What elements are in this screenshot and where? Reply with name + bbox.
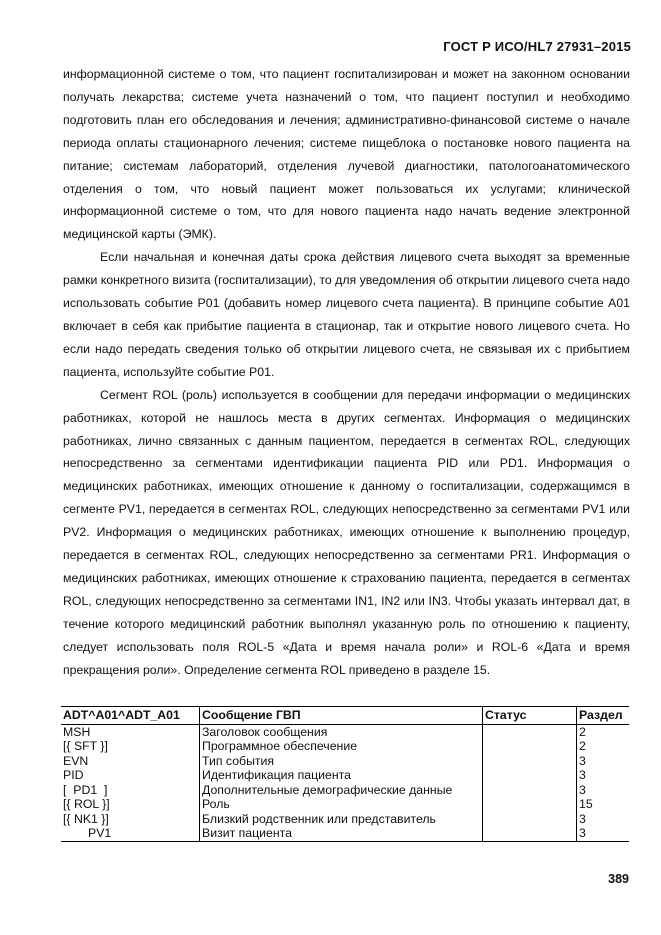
section-cell: 3 xyxy=(577,754,630,769)
description-cell: Визит пациента xyxy=(200,826,483,841)
table-row xyxy=(61,754,629,769)
segment-cell: [ PD1 ] xyxy=(63,782,108,797)
paragraph-2: Если начальная и конечная даты срока действия лицевого счета выходят за временные рамки конкретного визита (госпитализации), то для уведомления об открытии лицевого счета надо использовать событие P01 (добавить номер лицевого счета пациента). В принципе событие A01 включает в себя как прибытие пациента в стационар, так и открытие нового лицевого счета. Но если надо передать сведения только об открытии лицевого счета, не связывая их с прибытием пациента, используйте событие P01. xyxy=(63,250,630,379)
status-cell xyxy=(483,797,577,812)
description-cell: Дополнительные демографические данные xyxy=(200,783,483,798)
paragraph-1: информационной системе о том, что пациент госпитализирован и может на законном основании получать лекарства; системе учета назначений о том, что пациент поступил и необходимо подготовить план его обследования и лечения; административно-финансовой системе о начале периода оплаты стационарного лечения; системе пищеблока о постановке нового пациента на питание; системам лабораторий, отделения лучевой диагностики, патологоанатомического отделения о том, что новый пациент может пользоваться их услугами; клинической информационной системе о том, что для нового пациента надо начать ведение электронной медицинской карты (ЭМК). xyxy=(63,67,630,242)
page-number: 389 xyxy=(608,872,629,886)
col-header-status: Статус xyxy=(483,707,577,725)
section-cell: 3 xyxy=(577,783,630,798)
segment-cell: [{ NK1 }] xyxy=(63,811,109,826)
col-header-description: Сообщение ГВП xyxy=(200,707,483,725)
paragraph-3: Сегмент ROL (роль) используется в сообщении для передачи информации о медицинских работниках, которой не нашлось места в других сегментах. Информация о медицинских работниках, лично связанных с данным пациентом, передается в сегментах ROL, следующих непосредственно за сегментами идентификации пациента PID или PD1. Информация о медицинских работниках, имеющих отношение к данному о госпитализации, содержащимся в сегменте PV1, передается в сегментах ROL, следующих непосредственно за сегментами PV1 или PV2. Информация о медицинских работниках, имеющих отношение к выполнению процедур, передается в сегментах ROL, следующих непосредственно за сегментами PR1. Информация о медицинских работниках, имеющих отношение к страхованию пациента, передается в сегментах ROL, следующих непосредственно за сегментами IN1, IN2 или IN3. Чтобы указать интервал дат, в течение которого медицинский работник выполнял указанную роль по отношению к пациенту, следует использовать поля ROL-5 «Дата и время начала роли» и ROL-6 «Дата и время прекращения роли». Определение сегмента ROL приведено в разделе 15. xyxy=(63,387,630,677)
section-cell: 3 xyxy=(577,826,630,841)
section-cell: 2 xyxy=(577,724,630,739)
section-cell: 15 xyxy=(577,797,630,812)
col-header-message: ADT^A01^ADT_A01 xyxy=(61,707,200,725)
section-cell: 3 xyxy=(577,768,630,783)
segment-cell: [{ ROL }] xyxy=(63,797,110,811)
status-cell xyxy=(483,739,577,754)
status-cell xyxy=(483,768,577,783)
table-row xyxy=(61,826,629,841)
description-cell: Программное обеспечение xyxy=(200,739,483,754)
table-row xyxy=(61,797,629,812)
status-cell xyxy=(483,724,577,739)
table-row xyxy=(61,783,629,798)
segment-cell: [{ SFT }] xyxy=(63,739,108,753)
segment-cell: PID xyxy=(63,768,84,782)
section-cell: 2 xyxy=(577,739,630,754)
segment-cell: MSH xyxy=(63,724,91,739)
description-cell: Близкий родственник или представитель xyxy=(200,812,483,827)
segment-cell: PV1 xyxy=(61,826,200,841)
table-row xyxy=(61,739,629,754)
description-cell: Идентификация пациента xyxy=(200,768,483,783)
status-cell xyxy=(483,783,577,798)
table-row xyxy=(61,768,629,783)
body-text xyxy=(63,63,630,681)
table-header-row xyxy=(61,707,629,725)
table-row xyxy=(61,724,629,739)
section-cell: 3 xyxy=(577,812,630,827)
status-cell xyxy=(483,754,577,769)
status-cell xyxy=(483,812,577,827)
document-header: ГОСТ Р ИСО/HL7 27931–2015 xyxy=(443,39,631,54)
col-header-section: Раздел xyxy=(577,707,630,725)
segment-table xyxy=(61,706,629,842)
table-row xyxy=(61,812,629,827)
status-cell xyxy=(483,826,577,841)
description-cell: Роль xyxy=(200,797,483,812)
description-cell: Заголовок сообщения xyxy=(200,724,483,739)
segment-cell: EVN xyxy=(63,753,89,768)
description-cell: Тип события xyxy=(200,754,483,769)
